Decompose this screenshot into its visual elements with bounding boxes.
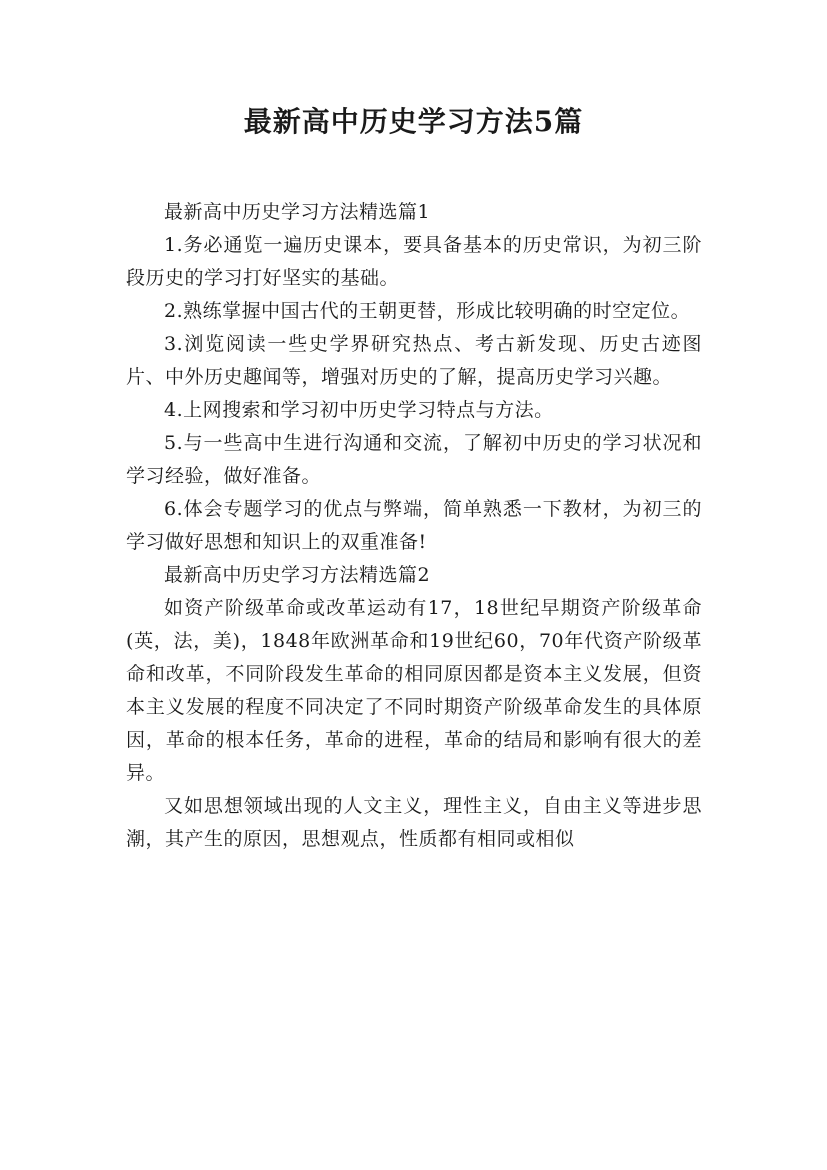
paragraph: 4.上网搜索和学习初中历史学习特点与方法。 [164,399,554,421]
document-title: 最新高中历史学习方法5篇 [243,105,584,138]
document-body [126,196,702,856]
paragraph: 5.与一些高中生进行沟通和交流，了解初中历史的学习状况和学习经验，做好准备。 [126,432,702,487]
paragraph: 如资产阶级革命或改革运动有17，18世纪早期资产阶级革命(英，法，美)，1848年欧洲革命和19世纪60，70年代资产阶级革命和改革，不同阶段发生革命的相同原因都是资本主义发展，但资本主义发展的程度不同决定了不同时期资产阶级革命发生的具体原因，革命的根本任务，革命的进程，革命的结局和影响有很大的差异。 [126,597,702,784]
paragraph: 3.浏览阅读一些史学界研究热点、考古新发现、历史古迹图片、中外历史趣闻等，增强对历史的了解，提高历史学习兴趣。 [126,333,702,388]
paragraph: 6.体会专题学习的优点与弊端，简单熟悉一下教材，为初三的学习做好思想和知识上的双重准备! [126,498,702,553]
paragraph: 2.熟练掌握中国古代的王朝更替，形成比较明确的时空定位。 [164,300,691,322]
paragraph: 又如思想领域出现的人文主义，理性主义，自由主义等进步思潮，其产生的原因，思想观点，性质都有相同或相似 [126,795,702,850]
paragraph: 1.务必通览一遍历史课本，要具备基本的历史常识，为初三阶段历史的学习打好坚实的基础。 [126,234,702,289]
section-heading-2: 最新高中历史学习方法精选篇2 [164,564,431,586]
section-heading-1: 最新高中历史学习方法精选篇1 [164,201,431,223]
